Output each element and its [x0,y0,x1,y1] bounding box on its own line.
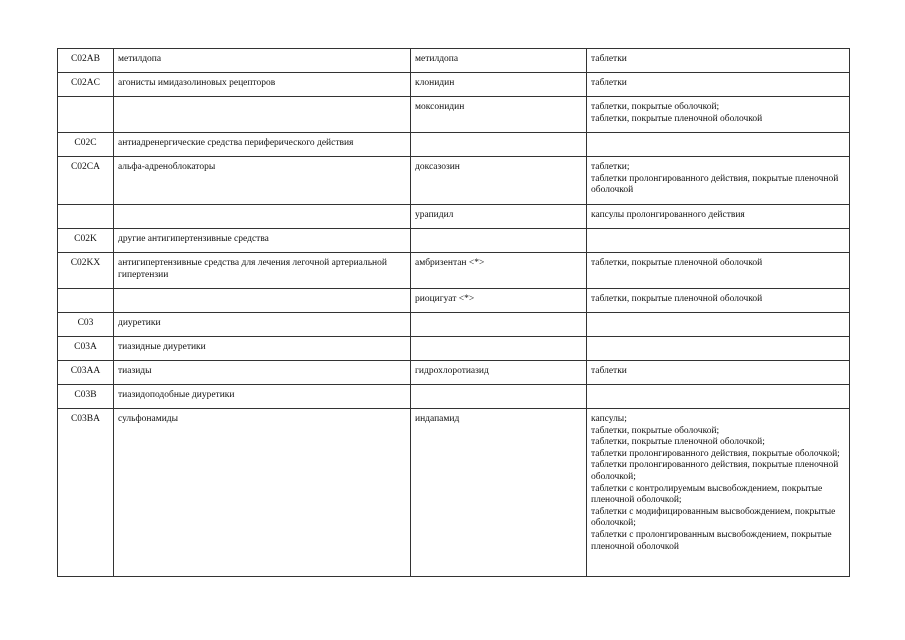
drug-name-cell: клонидин [411,73,587,97]
group-cell: агонисты имидазолиновых рецепторов [114,73,411,97]
drug-name-cell: гидрохлоротиазид [411,361,587,385]
dosage-form-cell: таблетки [587,49,850,73]
group-cell: диуретики [114,313,411,337]
dosage-form-cell [587,385,850,409]
table-row [58,337,850,361]
dosage-form-cell: таблетки [587,361,850,385]
dosage-form-cell: капсулы; таблетки, покрытые оболочкой; таблетки, покрытые пленочной оболочкой; таблетки пролонгированного действия, покрытые оболочкой; таблетки пролонгированного действия, покрытые пленочной оболочкой; таблетки с контролируемым высвобождением, покрытые пленочной оболочкой; таблетки с модифицированным высвобождением, покрытые оболочкой; таблетки с пролонгированным высвобождением, покрытые пленочной оболочкой [587,409,850,577]
atc-code-cell: C03A [58,337,114,361]
atc-code-cell: C02AB [58,49,114,73]
atc-code-cell: C02KX [58,253,114,289]
table-body [58,49,850,577]
dosage-form-cell [587,229,850,253]
group-cell: метилдопа [114,49,411,73]
drug-name-cell: урапидил [411,205,587,229]
table-row [58,73,850,97]
drug-name-cell: риоцигуат <*> [411,289,587,313]
atc-code-cell: C03AA [58,361,114,385]
table-row [58,409,850,577]
atc-code-cell: C02AC [58,73,114,97]
drug-name-cell [411,133,587,157]
table-row [58,157,850,205]
dosage-form-cell [587,313,850,337]
drug-name-cell: метилдопа [411,49,587,73]
group-cell: сульфонамиды [114,409,411,577]
atc-code-cell: C02C [58,133,114,157]
atc-code-cell [58,289,114,313]
table-row [58,289,850,313]
group-cell: тиазидные диуретики [114,337,411,361]
drug-name-cell: доксазозин [411,157,587,205]
table-row [58,49,850,73]
drug-name-cell [411,313,587,337]
atc-code-cell: C02CA [58,157,114,205]
group-cell: тиазидоподобные диуретики [114,385,411,409]
dosage-form-cell: капсулы пролонгированного действия [587,205,850,229]
dosage-form-cell: таблетки [587,73,850,97]
group-cell: антигипертензивные средства для лечения легочной артериальной гипертензии [114,253,411,289]
dosage-form-cell: таблетки, покрытые пленочной оболочкой [587,253,850,289]
dosage-form-cell [587,337,850,361]
group-cell: альфа-адреноблокаторы [114,157,411,205]
dosage-form-cell [587,133,850,157]
drug-name-cell [411,385,587,409]
table-row [58,205,850,229]
table-row [58,97,850,133]
table-row [58,133,850,157]
atc-code-cell: C03B [58,385,114,409]
group-cell: антиадренергические средства периферического действия [114,133,411,157]
atc-code-cell [58,97,114,133]
table-row [58,361,850,385]
drug-name-cell: индапамид [411,409,587,577]
group-cell [114,205,411,229]
table-row [58,229,850,253]
atc-code-cell: C02K [58,229,114,253]
atc-code-cell [58,205,114,229]
atc-code-cell: C03BA [58,409,114,577]
drug-name-cell: амбризентан <*> [411,253,587,289]
table-row [58,313,850,337]
group-cell: тиазиды [114,361,411,385]
dosage-form-cell: таблетки, покрытые пленочной оболочкой [587,289,850,313]
drug-name-cell [411,229,587,253]
drug-name-cell: моксонидин [411,97,587,133]
table-row [58,253,850,289]
table-row [58,385,850,409]
group-cell: другие антигипертензивные средства [114,229,411,253]
group-cell [114,97,411,133]
drug-table [57,48,850,577]
drug-name-cell [411,337,587,361]
dosage-form-cell: таблетки; таблетки пролонгированного действия, покрытые пленочной оболочкой [587,157,850,205]
dosage-form-cell: таблетки, покрытые оболочкой; таблетки, покрытые пленочной оболочкой [587,97,850,133]
group-cell [114,289,411,313]
atc-code-cell: C03 [58,313,114,337]
